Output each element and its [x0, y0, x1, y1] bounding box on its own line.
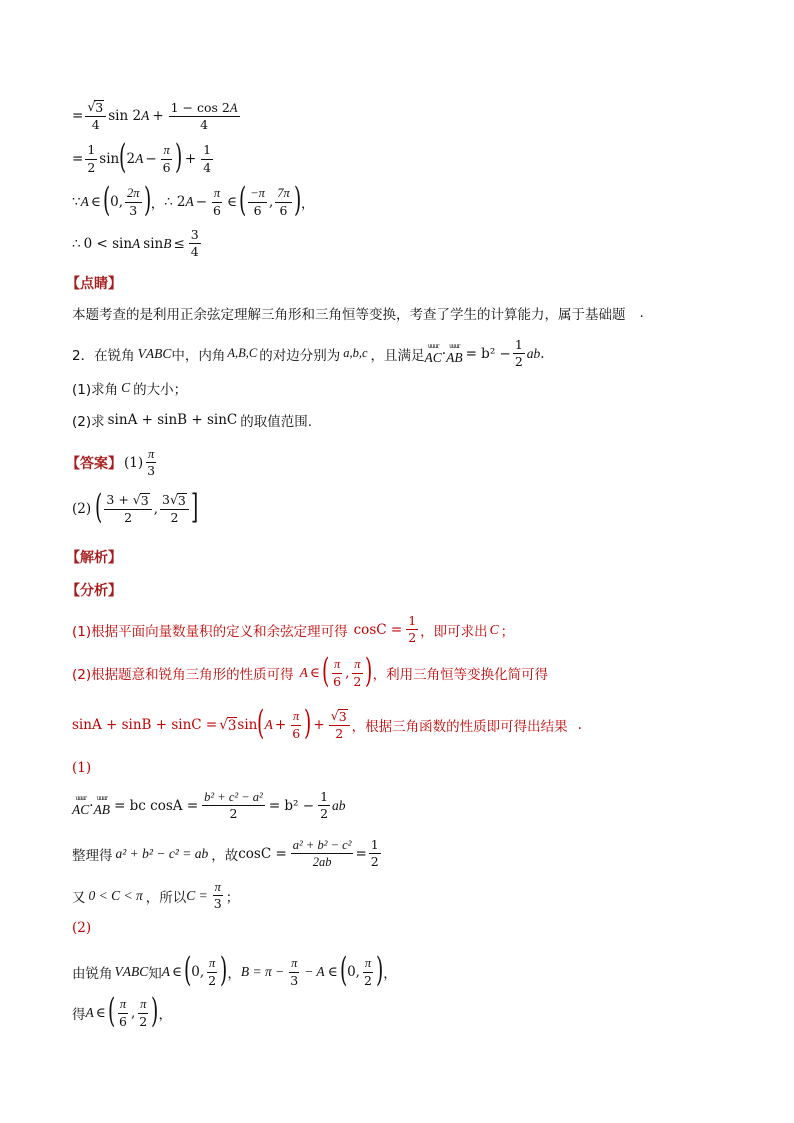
vector-ac: uuur AC — [72, 794, 90, 817]
text: 0, — [110, 194, 123, 210]
equation-line-4: ∴ 0 < sin A sin B ≤ $\frac{3}{4}$ — [72, 227, 199, 260]
solution-2-line-2: 得 A ∈ ( $\frac{\pi}{6}$ , $\frac{\pi}{2}$ ) ， — [72, 991, 172, 1031]
right-paren: ) — [174, 137, 182, 177]
question-2-part-2: (2)求 sinA + sinB + sinC 的取值范围. — [72, 412, 313, 430]
fraction-cosine-law: $\frac{\text{b² + c² − a²}}{2}$ — [204, 790, 263, 822]
right-paren: ) — [293, 180, 302, 220]
fraction-pi-3: $\frac{\pi}{3}$ — [147, 447, 156, 479]
answer-line-1: 【答案】 (1) $\frac{\pi}{3}$ — [66, 447, 156, 479]
fraction-pi-2: $\frac{\pi}{2}$ — [353, 657, 362, 689]
period: . — [639, 305, 644, 321]
answer-line-2: (2) ( 3 + √ 3 2 , 3√ 3 2 ] — [72, 487, 199, 527]
text: sin 2 — [108, 108, 142, 125]
fraction-pi-6: $\frac{\pi}{6}$ — [292, 709, 301, 741]
fraction-quarter: $\frac{1}{4}$ — [203, 142, 212, 175]
question-number: 2．在锐角 — [72, 347, 135, 364]
op: + — [184, 151, 197, 167]
fraction-7pi-6: $\frac{7\pi}{6}$ — [277, 186, 290, 218]
fraction-pi-2: $\frac{\pi}{2}$ — [139, 997, 148, 1029]
left-paren: ( — [238, 180, 247, 220]
fraction-pi-6: $\frac{\pi}{6}$ — [333, 657, 342, 689]
fraction-pi-6: $\frac{\pi}{6}$ — [162, 143, 171, 175]
solution-2-line-1: 由锐角 V ABC 知 A ∈ ( 0, $\frac{\pi}{2}$ ) ， B = π − $\frac{\pi}{3}$ − A ∈ ( 0, $\frac{\pi}{2}$ ) ， — [72, 950, 397, 990]
fraction-pi-2: $\frac{\pi}{2}$ — [363, 956, 372, 988]
op: − — [145, 151, 157, 167]
analysis-line-2: (2)根据题意和锐角三角形的性质可得 A ∈ ( $\frac{\pi}{6}$ , $\frac{\pi}{2}$ ) ，利用三角恒等变换化简可得 — [72, 651, 549, 691]
analysis-line-1: (1)根据平面向量数量积的定义和余弦定理可得 cosC = $\frac{1}{2}$ ，即可求出 C ； — [72, 613, 515, 646]
section-header-fenxi: 【分析】 — [66, 583, 122, 599]
fraction-sqrt3-over-2: √ 3 2 — [329, 709, 350, 742]
fraction-sqrt3-over-4: √ 3 4 — [85, 100, 106, 133]
therefore-symbol: ∴ — [72, 235, 81, 252]
sep: ， — [150, 196, 165, 212]
text: 2 — [126, 151, 136, 167]
equals-sign: = — [72, 108, 84, 125]
fraction-half: $\frac{1}{2}$ — [370, 837, 379, 870]
fraction-1-minus-cos: $\frac{1 - \cos 2A}{4}$ — [170, 99, 238, 132]
equation-line-1 — [72, 100, 242, 133]
equation-line-3: ∵ A ∈ ( 0, $\frac{2\pi}{3}$ ) ， ∴ 2 A − $\frac{\pi}{6}$ ∈ ( $\frac{-\pi}{6}$ , $\frac{7\pi}{6}$ ) ， — [72, 180, 315, 220]
vector-ab: uuur AB — [446, 342, 463, 365]
vector-ab: uuur AB — [93, 794, 111, 817]
solution-1-line-2: 整理得 a² + b² − c² = ab ，故 cosC = $\frac{\text{a² + b² − c²}}{2ab}$ = $\frac{1}{2}$ — [72, 837, 379, 870]
dianjing-body: 本题考查的是利用正余弦定理解三角形和三角恒等变换，考查了学生的计算能力，属于基础题 — [72, 307, 626, 323]
var: A — [141, 108, 150, 124]
fraction-pi-3: $\frac{\pi}{3}$ — [290, 956, 299, 988]
vector-ac: uuur AC — [424, 342, 442, 365]
fraction-half: $\frac{1}{2}$ — [514, 337, 523, 370]
question-2-part-1: (1)求角 C 的大小； — [72, 380, 188, 398]
fraction-pi-6: $\frac{\pi}{6}$ — [119, 997, 127, 1029]
right-paren: ) — [143, 180, 151, 220]
text: 0 < sin — [83, 235, 133, 252]
fraction-pi-3: $\frac{\pi}{3}$ — [213, 880, 222, 912]
left-paren: ( — [102, 180, 111, 220]
solution-1-equation: uuur AC · uuur AB = bc cosA = $\frac{\text{b² + c² − a²}}{2}$ = b² − $\frac{1}{2}$ ab — [72, 789, 346, 822]
therefore-symbol: ∴ — [164, 194, 173, 210]
section-header-answer: 【答案】 — [66, 455, 122, 472]
sqrt: √ 3 — [87, 99, 104, 115]
because-symbol: ∵ — [72, 194, 81, 210]
fraction-3-4: $\frac{3}{4}$ — [190, 227, 199, 260]
fraction-3-plus-sqrt3-over-2: 3 + √ 3 2 — [104, 493, 151, 526]
fraction-3sqrt3-over-2: 3√ 3 2 — [160, 493, 189, 526]
op: ∈ — [90, 194, 101, 210]
equation-line-2: = $\frac{1}{2}$ sin ( 2 A − $\frac{\pi}{6}$ ) + $\frac{1}{4}$ — [72, 137, 212, 177]
var: A — [80, 194, 89, 209]
fraction-pi-6: $\frac{\pi}{6}$ — [213, 186, 221, 218]
solution-part-1-label: (1) — [72, 760, 92, 776]
op: + — [152, 108, 164, 125]
fraction-half: $\frac{1}{2}$ — [408, 613, 417, 646]
solution-part-2-label: (2) — [72, 920, 92, 936]
analysis-line-3: sinA + sinB + sinC = √ 3 sin ( A + $\frac{\pi}{6}$ ) + √ 3 2 ，根据三角函数的性质即可得出结果 . — [72, 703, 582, 743]
text: sin — [99, 151, 120, 167]
equals-sign: = — [72, 151, 84, 167]
section-header-dianjing: 【点睛】 — [66, 276, 122, 292]
fraction-pi-2: $\frac{\pi}{2}$ — [208, 956, 217, 988]
question-2: 2．在锐角 V ABC 中，内角 A,B,C 的对边分别为 a,b,c ，且满足 uuur AC · uuur AB = b² − $\frac{1}{2}$ ab . — [72, 337, 545, 370]
dianjing-text — [72, 303, 644, 323]
fraction-half: $\frac{1}{2}$ — [320, 789, 329, 822]
left-paren: ( — [119, 137, 127, 177]
fraction-neg-pi-6: $\frac{-\pi}{6}$ — [250, 186, 265, 218]
solution-1-line-3: 又 0 < C < π ，所以 C = $\frac{\pi}{3}$ ； — [72, 880, 240, 912]
fraction-2pi-3: $\frac{2\pi}{3}$ — [127, 186, 140, 218]
op: ∈ — [226, 194, 237, 210]
section-header-jiexi: 【解析】 — [66, 550, 122, 566]
fraction-half: $\frac{1}{2}$ — [87, 142, 96, 175]
fraction-cosine-c: $\frac{\text{a² + b² − c²}}{2ab}$ — [292, 838, 352, 870]
